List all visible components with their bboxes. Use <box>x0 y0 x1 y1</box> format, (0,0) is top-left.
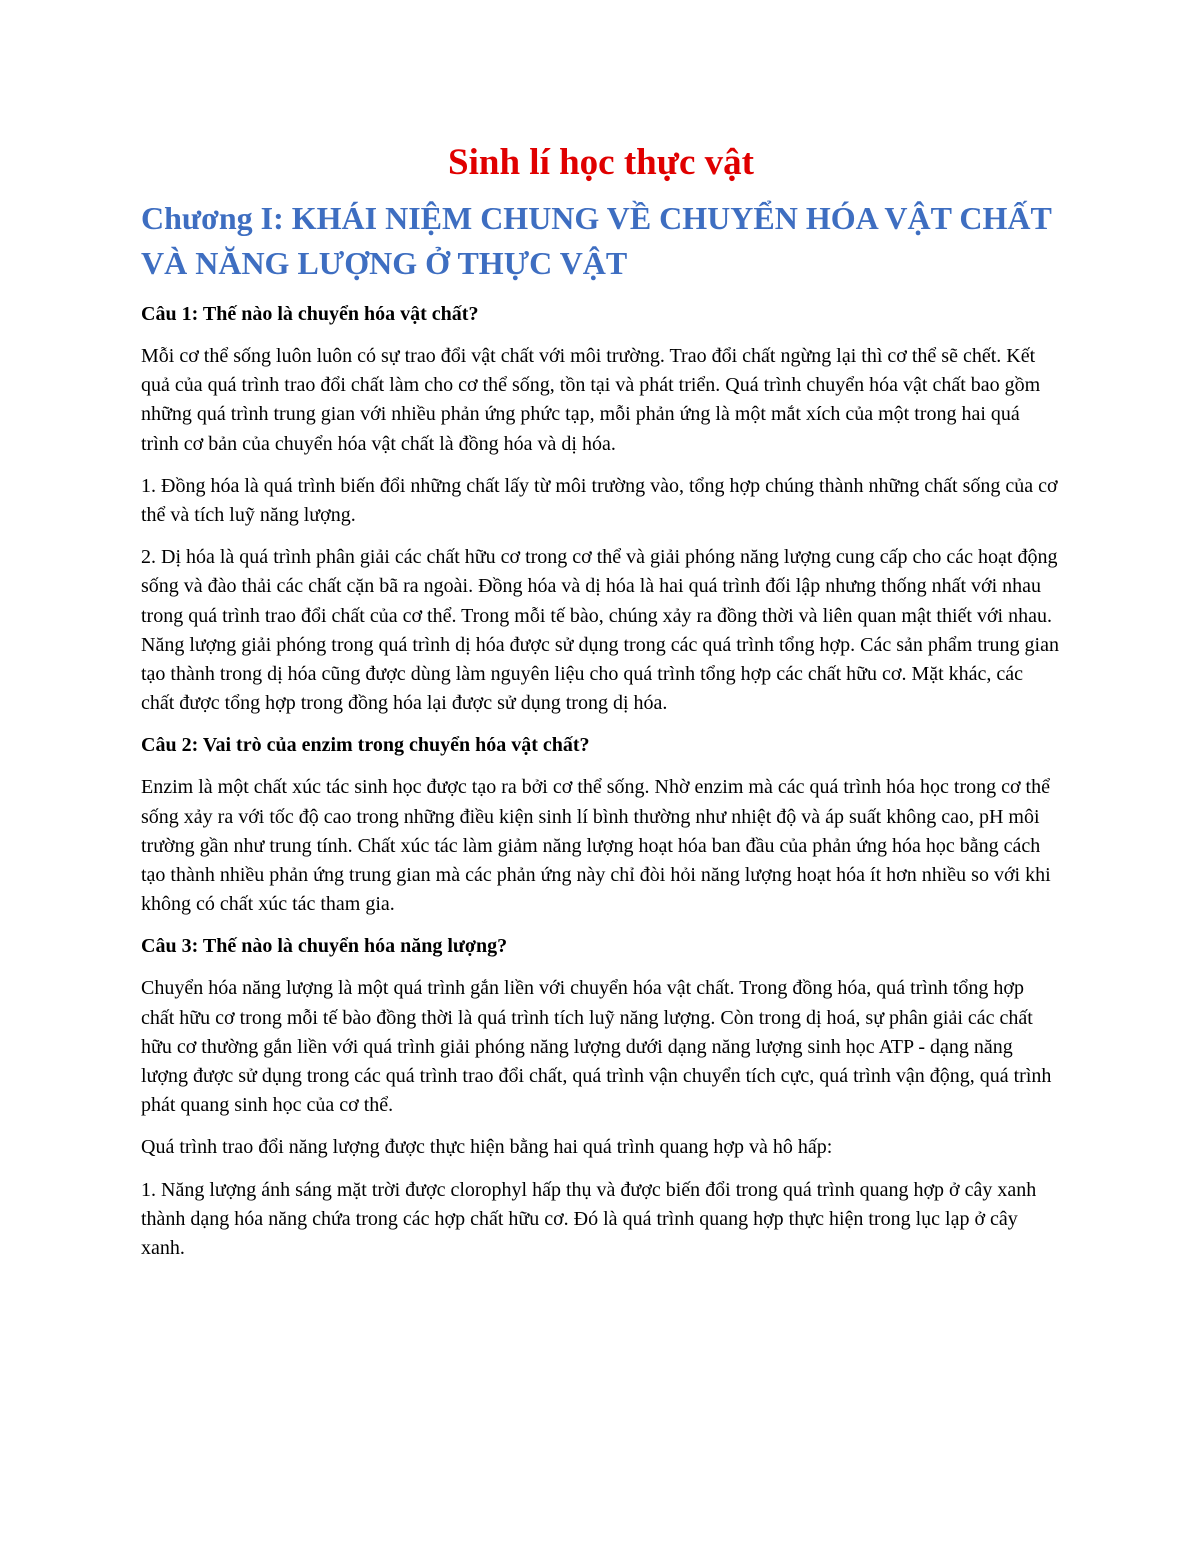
energy-exchange-intro: Quá trình trao đổi năng lượng được thực hiện bằng hai quá trình quang hợp và hô hấp: <box>141 1136 833 1159</box>
anabolism-paragraph: 1. Đồng hóa là quá trình biến đổi những chất lấy từ môi trường vào, tổng hợp chúng thành những chất sống của cơ thể và tích luỹ năng lượng. <box>141 474 1058 527</box>
answer-3-paragraph: Chuyển hóa năng lượng là một quá trình gắn liền với chuyển hóa vật chất. Trong đồng hóa, quá trình tổng hợp chất hữu cơ trong mỗi tế bào đồng thời là quá trình tích luỹ năng lượng. Còn trong dị hoá, sự phân giải các chất hữu cơ thường gắn liền với quá trình giải phóng năng lượng dưới dạng năng lượng sinh học ATP - dạng năng lượng được sử dụng trong các quá trình trao đổi chất, quá trình vận chuyển tích cực, quá trình vận động, quá trình phát quang sinh học của cơ thể. <box>141 977 1052 1117</box>
catabolism-paragraph: 2. Dị hóa là quá trình phân giải các chất hữu cơ trong cơ thể và giải phóng năng lượng cung cấp cho các hoạt động sống và đào thải các chất cặn bã ra ngoài. Đồng hóa và dị hóa là hai quá trình đối lập nhưng thống nhất với nhau trong quá trình trao đổi chất của cơ thể. Trong mỗi tế bào, chúng xảy ra đồng thời và liên quan mật thiết với nhau. Năng lượng giải phóng trong quá trình dị hóa được sử dụng trong các quá trình tổng hợp. Các sản phẩm trung gian tạo thành trong dị hóa cũng được dùng làm nguyên liệu cho quá trình tổng hợp các chất hữu cơ. Mặt khác, các chất được tổng hợp trong đồng hóa lại được sử dụng trong dị hóa. <box>141 546 1059 715</box>
question-1-heading: Câu 1: Thế nào là chuyển hóa vật chất? <box>141 303 479 325</box>
chapter-heading: Chương I: KHÁI NIỆM CHUNG VỀ CHUYỂN HÓA VẬT CHẤT VÀ NĂNG LƯỢNG Ở THỰC VẬT <box>141 200 1052 281</box>
question-2-heading: Câu 2: Vai trò của enzim trong chuyển hóa vật chất? <box>141 734 590 757</box>
answer-2-paragraph: Enzim là một chất xúc tác sinh học được tạo ra bởi cơ thể sống. Nhờ enzim mà các quá trình hóa học trong cơ thể sống xảy ra với tốc độ cao trong những điều kiện sinh lí bình thường như nhiệt độ và áp suất không cao, pH môi trường gần như trung tính. Chất xúc tác làm giảm năng lượng hoạt hóa ban đầu của phản ứng hóa học bằng cách tạo thành nhiều phản ứng trung gian mà các phản ứng này chỉ đòi hỏi năng lượng hoạt hóa ít hơn nhiều so với khi không có chất xúc tác tham gia. <box>141 776 1051 916</box>
photosynthesis-paragraph: 1. Năng lượng ánh sáng mặt trời được clorophyl hấp thụ và được biến đổi trong quá trình quang hợp ở cây xanh thành dạng hóa năng chứa trong các hợp chất hữu cơ. Đó là quá trình quang hợp thực hiện trong lục lạp ở cây xanh. <box>141 1178 1037 1260</box>
document-body <box>141 138 1061 1276</box>
document-title: Sinh lí học thực vật <box>448 142 754 183</box>
answer-1-paragraph: Mỗi cơ thể sống luôn luôn có sự trao đổi vật chất với môi trường. Trao đổi chất ngừng lại thì cơ thể sẽ chết. Kết quả của quá trình trao đổi chất làm cho cơ thể sống, tồn tại và phát triển. Quá trình chuyển hóa vật chất bao gồm những quá trình trung gian với nhiều phản ứng phức tạp, mỗi phản ứng là một mắt xích của một trong hai quá trình cơ bản của chuyển hóa vật chất là đồng hóa và dị hóa. <box>141 345 1041 455</box>
question-3-heading: Câu 3: Thế nào là chuyển hóa năng lượng? <box>141 935 508 958</box>
